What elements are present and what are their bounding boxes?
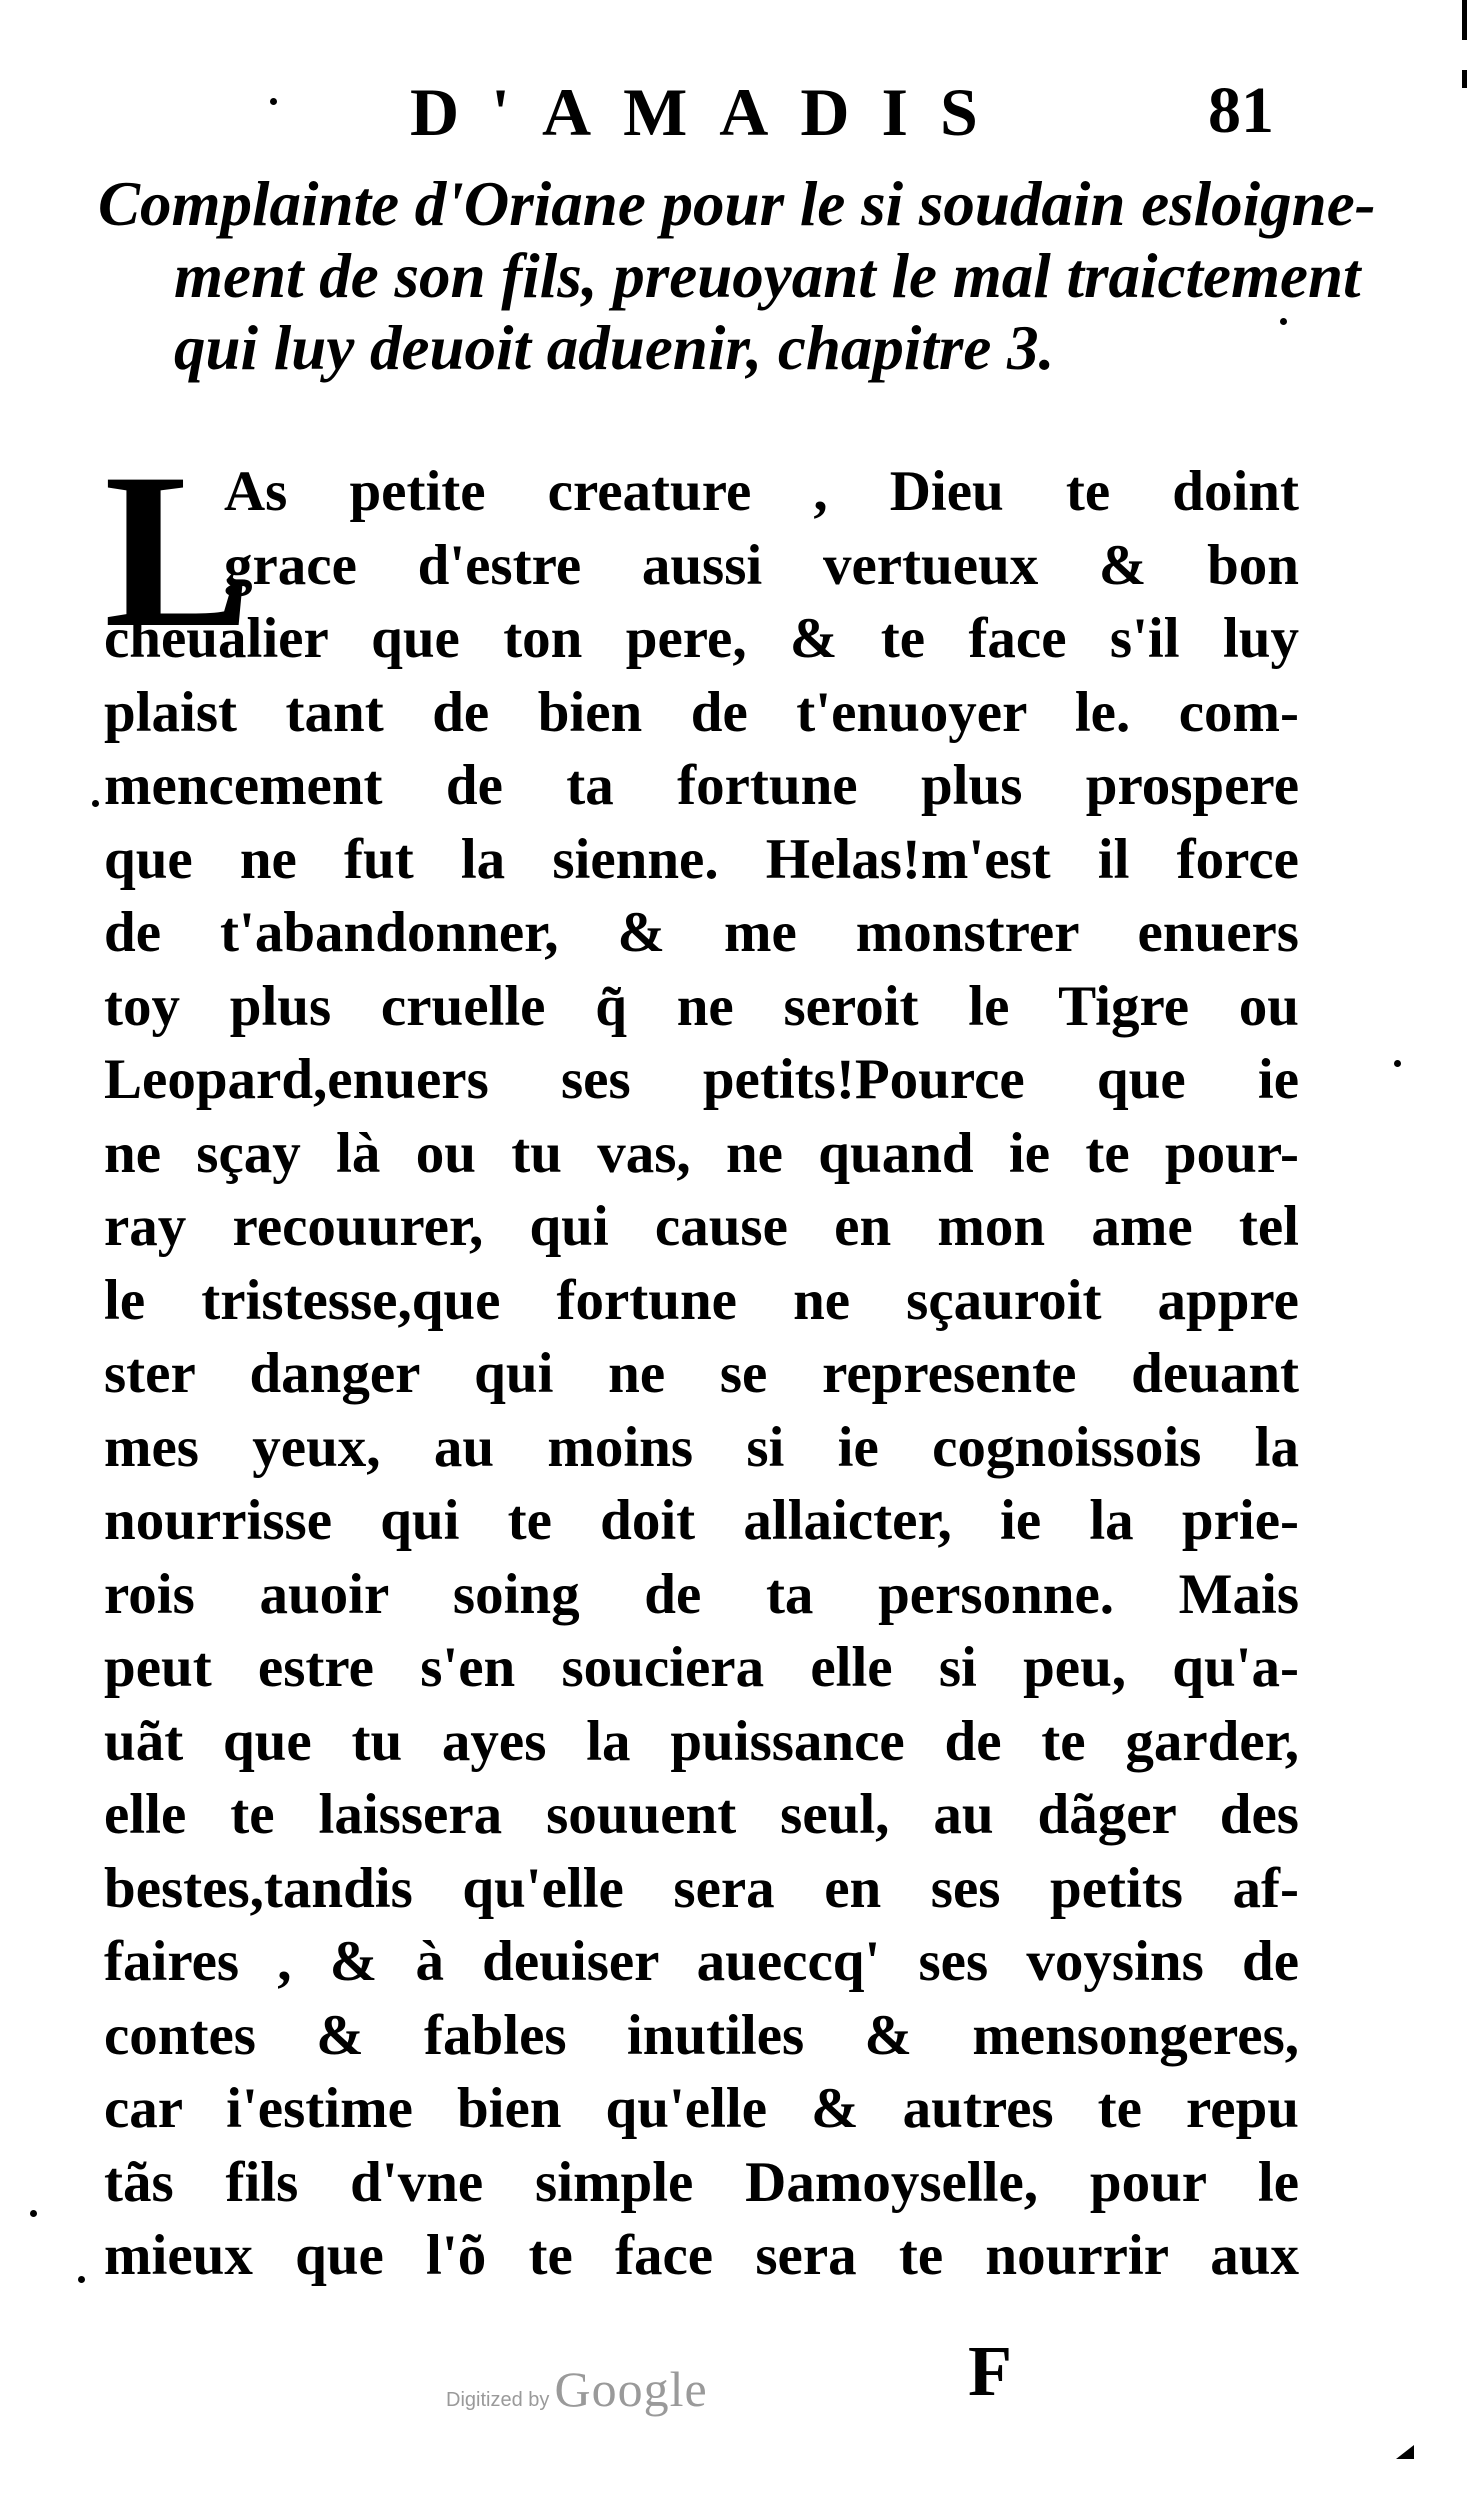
corner-mark: [1396, 2445, 1414, 2459]
text-line: de t'abandonner, & me monstrer enuers: [104, 901, 1299, 964]
ink-speck: [1280, 318, 1287, 325]
ink-speck: [270, 98, 277, 105]
ink-speck: [30, 2210, 37, 2217]
text-line: mes yeux, au moins si ie cognoissois la: [104, 1415, 1299, 1479]
text-line: cheualier que ton pere, & te face s'il luy: [104, 607, 1299, 670]
text-line: peut estre s'en souciera elle si peu, qu'a-: [104, 1636, 1299, 1699]
printer-signature-mark: F: [968, 2331, 1012, 2411]
text-line: uãt que tu ayes la puissance de te garder,: [104, 1709, 1299, 1773]
text-line: ray recouurer, qui cause en mon ame tel: [104, 1195, 1299, 1258]
text-line: que ne fut la sienne. Helas!m'est il force: [104, 827, 1299, 891]
page-edge-rule: [1462, 70, 1467, 88]
chapter-heading: [98, 168, 1376, 384]
text-line: mencement de ta fortune plus prospere: [104, 754, 1299, 817]
text-line: Leopard,enuers ses petits!Pource que ie: [104, 1048, 1299, 1111]
body-text: [104, 455, 1299, 2293]
text-line: rois auoir soing de ta personne. Mais: [104, 1562, 1299, 1626]
ink-speck: [92, 800, 99, 807]
digitization-watermark: [446, 2360, 708, 2418]
text-line: tãs fils d'vne simple Damoyselle, pour le: [104, 2150, 1299, 2214]
drop-capital: L: [104, 428, 253, 674]
ink-speck: [1394, 1060, 1401, 1067]
text-line: faires , & à deuiser aueccq' ses voysins de: [104, 1930, 1299, 1993]
text-line: elle te laissera souuent seul, au dãger des: [104, 1783, 1299, 1846]
text-line: ster danger qui ne se represente deuant: [104, 1342, 1299, 1405]
text-line: mieux que l'õ te face sera te nourrir aux: [104, 2224, 1299, 2287]
text-line: car i'estime bien qu'elle & autres te repu: [104, 2077, 1299, 2140]
text-line: toy plus cruelle q̃ ne seroit le Tigre ou: [104, 974, 1299, 1038]
text-line: grace d'estre aussi vertueux & bon: [224, 533, 1299, 597]
google-logo: Google: [554, 2361, 708, 2417]
text-line: nourrisse qui te doit allaicter, ie la prie-: [104, 1489, 1299, 1552]
heading-line: Complainte d'Oriane pour le si soudain esloigne-: [98, 169, 1376, 239]
running-title: D'AMADIS: [410, 74, 1010, 150]
text-line: ne sçay là ou tu vas, ne quand ie te pour-: [104, 1121, 1299, 1185]
text-line: contes & fables inutiles & mensongeres,: [104, 2003, 1299, 2067]
digitized-by-label: Digitized by: [446, 2389, 550, 2411]
text-line: As petite creature , Dieu te doint: [224, 460, 1299, 523]
ink-speck: [78, 2276, 85, 2283]
text-line: bestes,tandis qu'elle sera en ses petits af-: [104, 1856, 1299, 1920]
heading-line: qui luy deuoit aduenir, chapitre 3.: [174, 313, 1055, 383]
text-line: le tristesse,que fortune ne sçauroit appre: [104, 1268, 1299, 1332]
page-edge-rule: [1462, 0, 1467, 40]
page-number: 81: [1208, 74, 1274, 147]
text-line: plaist tant de bien de t'enuoyer le. com-: [104, 680, 1299, 744]
heading-line: ment de son fils, preuoyant le mal traictement: [174, 241, 1361, 311]
